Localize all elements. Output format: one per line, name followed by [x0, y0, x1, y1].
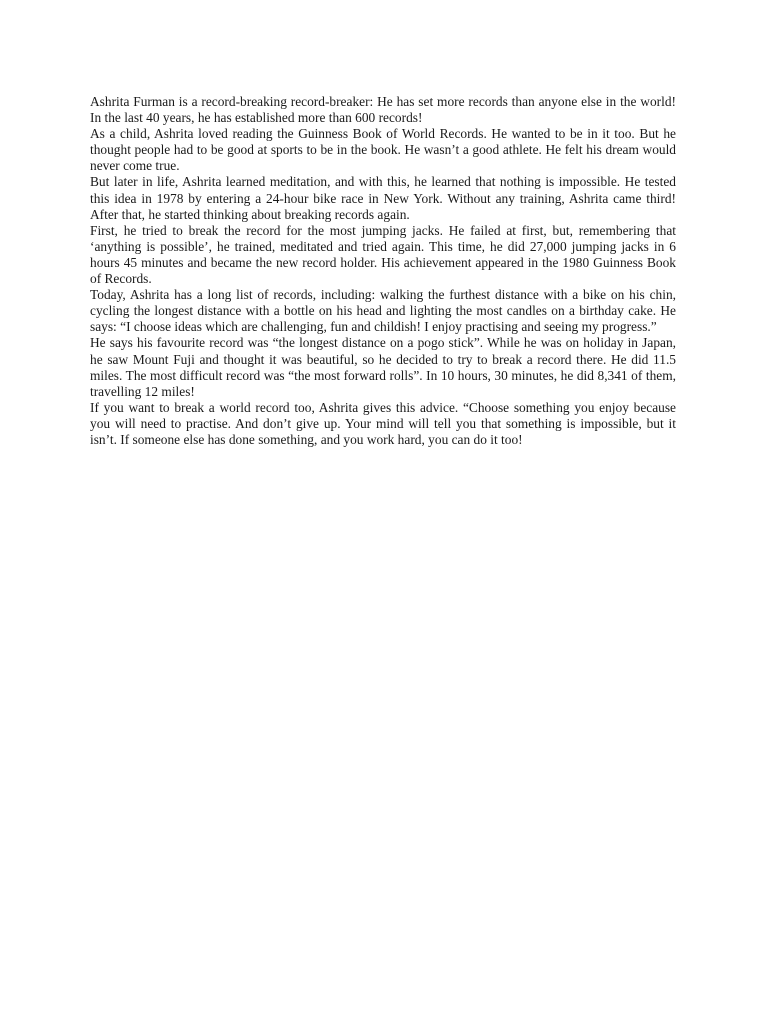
paragraph-intro: Ashrita Furman is a record-breaking record-breaker: He has set more records than anyone else in the world! In the last 40 years, he has established more than 600 records!: [90, 94, 676, 126]
paragraph-favourite-record: He says his favourite record was “the longest distance on a pogo stick”. While he was on holiday in Japan, he saw Mount Fuji and thought it was beautiful, so he decided to try to break a record there. He did 11.5 miles. The most difficult record was “the most forward rolls”. In 10 hours, 30 minutes, he did 8,341 of them, travelling 12 miles!: [90, 335, 676, 399]
article-body: [90, 94, 676, 448]
paragraph-advice: If you want to break a world record too, Ashrita gives this advice. “Choose something you enjoy because you will need to practise. And don’t give up. Your mind will tell you that something is impossible, but it isn’t. If someone else has done something, and you work hard, you can do it too!: [90, 399, 676, 447]
paragraph-jumping-jacks: First, he tried to break the record for the most jumping jacks. He failed at first, but, remembering that ‘anything is possible’, he trained, meditated and tried again. This time, he did 27,000 jumping jacks in 6 hours 45 minutes and became the new record holder. His achievement appeared in the 1980 Guinness Book of Records.: [90, 222, 676, 287]
paragraph-meditation: But later in life, Ashrita learned meditation, and with this, he learned that nothing is impossible. He tested this idea in 1978 by entering a 24-hour bike race in New York. Without any training, Ashrita came third! After that, he started thinking about breaking records again.: [90, 174, 676, 222]
paragraph-records-list: Today, Ashrita has a long list of records, including: walking the furthest distance with a bike on his chin, cycling the longest distance with a bottle on his head and lighting the most candles on a birthday cake. He says: “I choose ideas which are challenging, fun and childish! I enjoy practising and seeing my progress.”: [90, 287, 676, 335]
paragraph-childhood: As a child, Ashrita loved reading the Guinness Book of World Records. He wanted to be in it too. But he thought people had to be good at sports to be in the book. He wasn’t a good athlete. He felt his dream would never come true.: [90, 126, 676, 174]
